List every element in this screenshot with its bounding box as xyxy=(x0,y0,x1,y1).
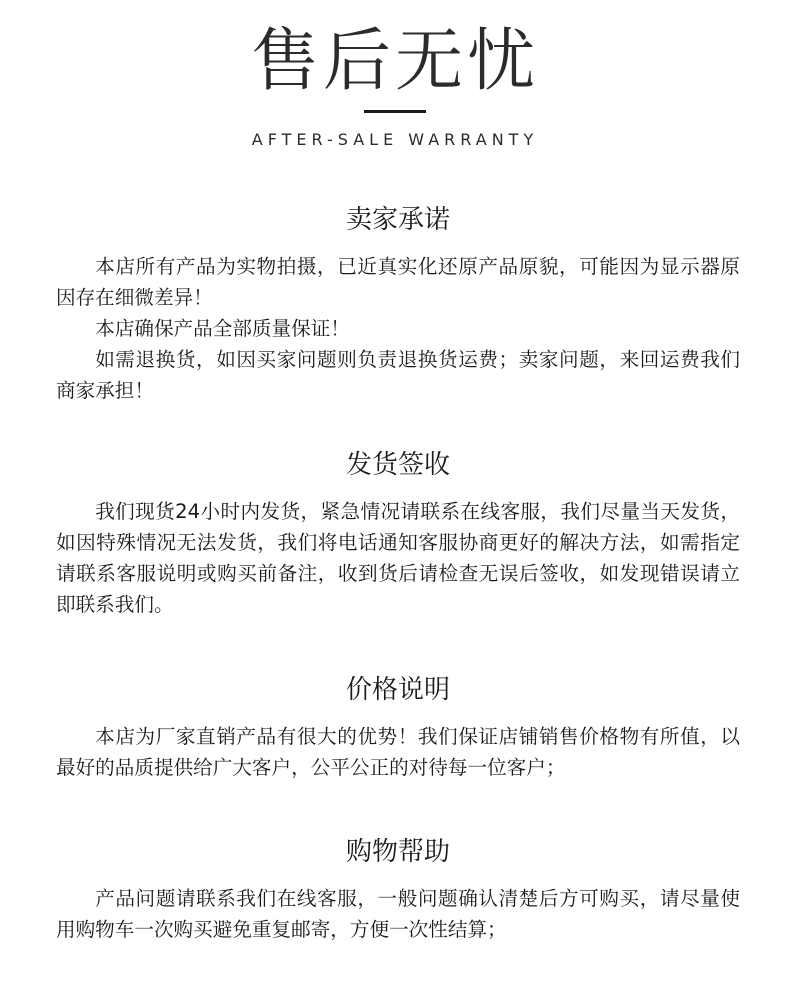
title-divider xyxy=(364,110,426,113)
paragraph: 产品问题请联系我们在线客服，一般问题确认清楚后方可购买，请尽量使用购物车一次购买避免重复邮寄，方便一次性结算； xyxy=(56,887,740,941)
page-subtitle: AFTER-SALE WARRANTY xyxy=(251,130,539,149)
paragraph: 如需退换货，如因买家问题则负责退换货运费；卖家问题，来回运费我们商家承担！ xyxy=(56,348,740,402)
section-pricing xyxy=(56,673,740,783)
page-title: 售后无忧 xyxy=(250,22,539,101)
section-title: 卖家承诺 xyxy=(345,205,450,235)
section-title: 价格说明 xyxy=(345,675,450,705)
section-shipping xyxy=(56,448,740,620)
paragraph: 本店为厂家直销产品有很大的优势！我们保证店铺销售价格物有所值，以最好的品质提供给广大客户，公平公正的对待每一位客户； xyxy=(56,725,740,779)
section-seller-promise xyxy=(56,203,740,406)
header xyxy=(0,0,790,160)
section-title: 购物帮助 xyxy=(345,837,450,867)
section-title: 发货签收 xyxy=(345,450,450,480)
paragraph: 本店所有产品为实物拍摄，已近真实化还原产品原貌，可能因为显示器原因存在细微差异！ xyxy=(56,255,740,309)
paragraph: 我们现货24小时内发货，紧急情况请联系在线客服，我们尽量当天发货，如因特殊情况无法发货，我们将电话通知客服协商更好的解决方法，如需指定请联系客服说明或购买前备注，收到货后请检查无误后签收，如发现错误请立即联系我们。 xyxy=(56,500,740,616)
paragraph: 本店确保产品全部质量保证！ xyxy=(95,317,350,340)
section-shopping-help xyxy=(56,835,740,945)
